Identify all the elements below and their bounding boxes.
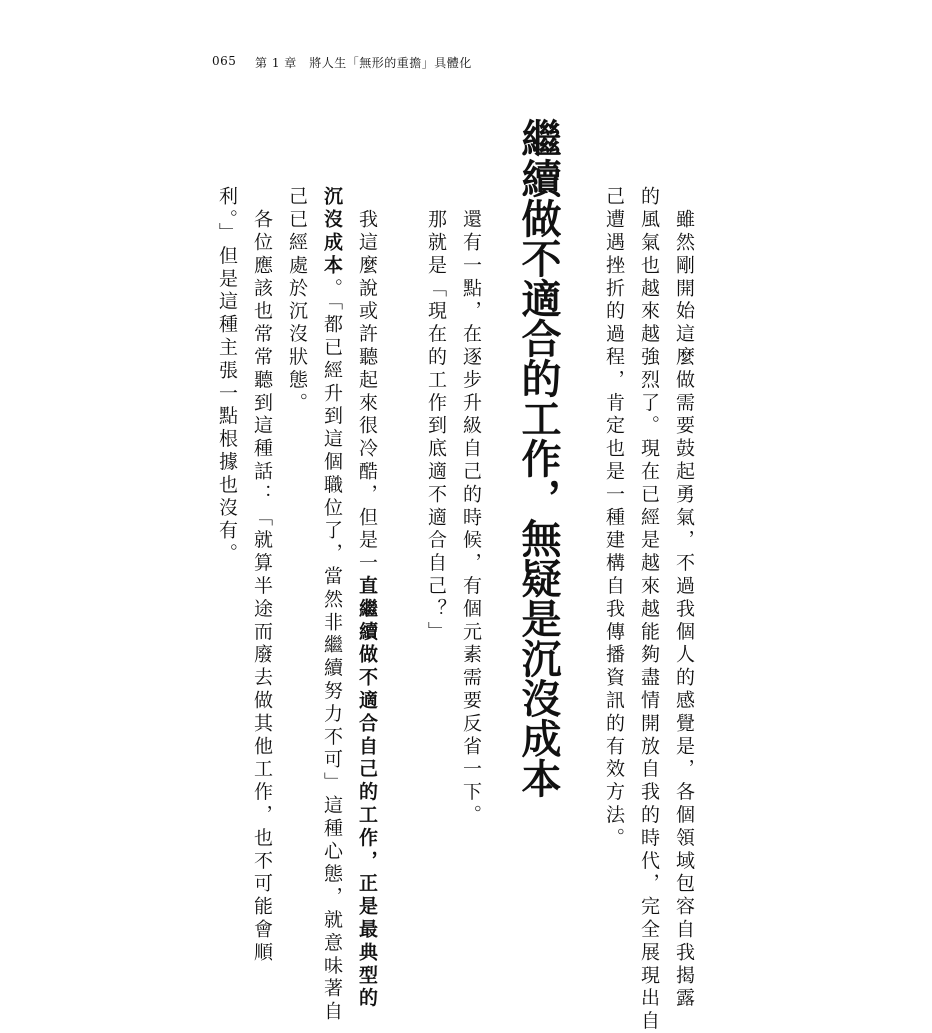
- page-number: 065: [212, 54, 237, 68]
- body-column-8: 己已經處於沉沒狀態。: [286, 186, 308, 415]
- column-6-plain-text: 我這麼說或許聽起來很冷酷，但是一: [356, 186, 378, 576]
- body-column-2: 的風氣也越來越強烈了。現在已經是越來越能夠盡情開放自我的時代，完全展現出自: [638, 186, 660, 1033]
- column-6-bold-text: 直繼續做不適合自己的工作，正是最典型的: [356, 575, 378, 1011]
- running-head: 第 1 章 將人生「無形的重擔」具體化: [255, 56, 472, 70]
- body-column-4: 還有一點，在逐步升級自己的時候，有個元素需要反省一下。: [460, 186, 482, 828]
- section-title: 繼續做不適合的工作，無疑是沉沒成本: [515, 118, 562, 798]
- body-column-5: 那就是「現在的工作到底適不適合自己？」: [425, 186, 447, 644]
- body-column-7: [322, 186, 341, 1024]
- body-column-10: 利。」但是這種主張一點根據也沒有。: [216, 186, 238, 566]
- body-column-6: [357, 186, 376, 1010]
- body-column-3: 己遭遇挫折的過程，肯定也是一種建構自我傳播資訊的有效方法。: [603, 186, 625, 851]
- column-7-bold-text: 沉沒成本: [321, 186, 343, 278]
- column-7-plain-text: 。「都已經升到這個職位了，當然非繼續努力不可」這種心態，就意味著自: [321, 277, 343, 1024]
- body-column-1: 雖然剛開始這麼做需要鼓起勇氣，不過我個人的感覺是，各個領域包容自我揭露: [673, 186, 695, 1011]
- body-column-9: 各位應該也常常聽到這種話：「就算半途而廢去做其他工作，也不可能會順: [251, 186, 273, 965]
